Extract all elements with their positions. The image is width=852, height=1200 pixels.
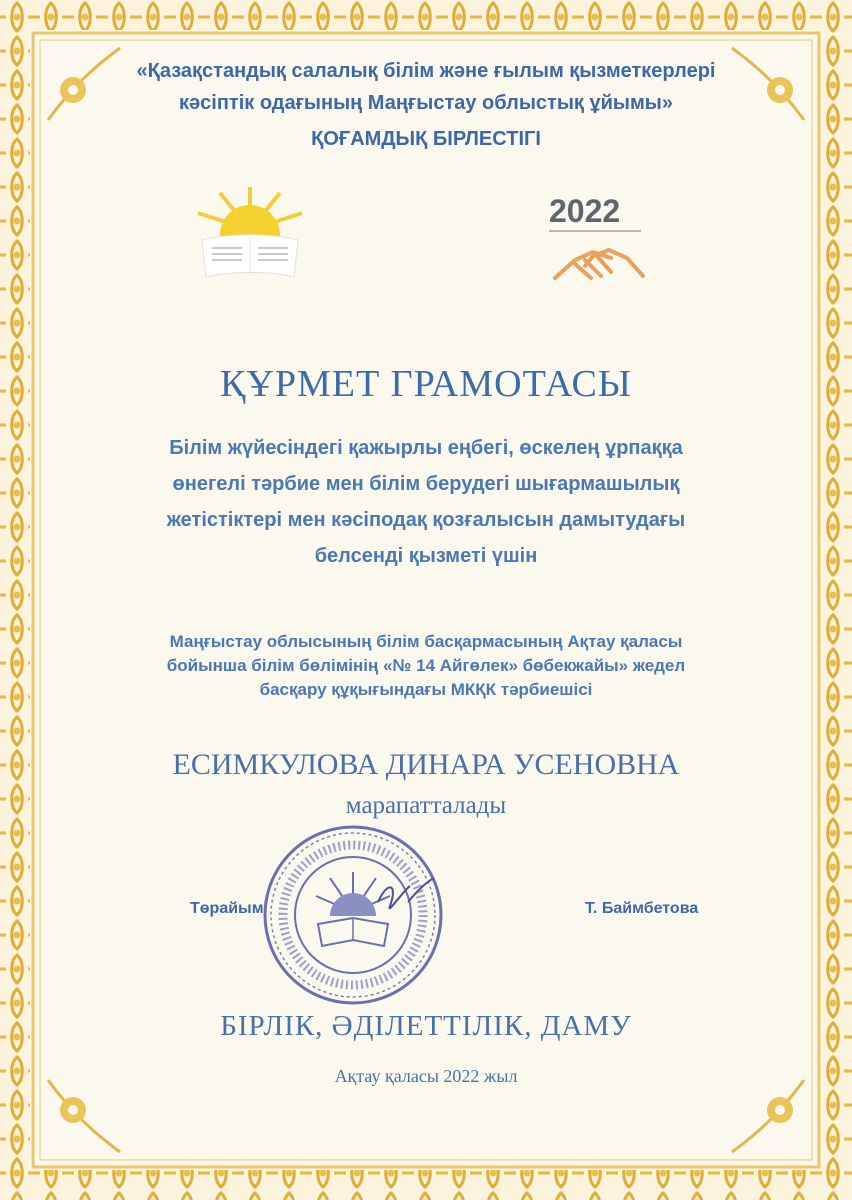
position-line: Маңғыстау облысының білім басқармасының Ақтау қаласы bbox=[169, 632, 683, 651]
organization-line-1: «Қазақстандық салалық білім және ғылым қызметкерлері bbox=[136, 60, 716, 82]
signatory-name: Т. Баймбетова bbox=[585, 900, 699, 917]
rising-sun-book-icon bbox=[190, 185, 310, 295]
reason-line: белсенді қызметі үшін bbox=[314, 545, 538, 567]
recipient-name: ЕСИМКУЛОВА ДИНАРА УСЕНОВНА bbox=[172, 748, 680, 781]
awarded-text: марапатталады bbox=[345, 792, 507, 819]
place-and-year: Ақтау қаласы 2022 жыл bbox=[334, 1066, 518, 1086]
reason-line: өнегелі тәрбие мен білім берудегі шығармашылық bbox=[172, 473, 680, 495]
position-line: басқару құқығындағы МКҚК тәрбиешісі bbox=[259, 680, 593, 699]
logo-year: 2022 bbox=[549, 193, 621, 229]
recipient-position bbox=[0, 630, 852, 702]
position-line: бойынша білім бөлімінің «№ 14 Айгөлек» бөбекжайы» жедел bbox=[166, 656, 686, 675]
organization-line-3: ҚОҒАМДЫҚ БІРЛЕСТІГІ bbox=[311, 128, 541, 150]
reason-line: Білім жүйесіндегі қажырлы еңбегі, өскелең ұрпаққа bbox=[169, 437, 683, 459]
reason-line: жетістіктері мен кәсіподақ қозғалысын дамытудағы bbox=[166, 509, 686, 531]
handshake-logo bbox=[545, 190, 655, 295]
certificate-title: ҚҰРМЕТ ГРАМОТАСЫ bbox=[220, 363, 632, 405]
award-reason bbox=[0, 430, 852, 574]
official-seal bbox=[258, 820, 448, 1010]
handshake-icon bbox=[555, 250, 643, 278]
organization-line-2: кәсіптік одағының Маңғыстау облыстық ұйымы» bbox=[179, 92, 673, 114]
signatory-role: Төрайым bbox=[190, 900, 264, 917]
motto: БІРЛІК, ӘДІЛЕТТІЛІК, ДАМУ bbox=[220, 1010, 632, 1042]
